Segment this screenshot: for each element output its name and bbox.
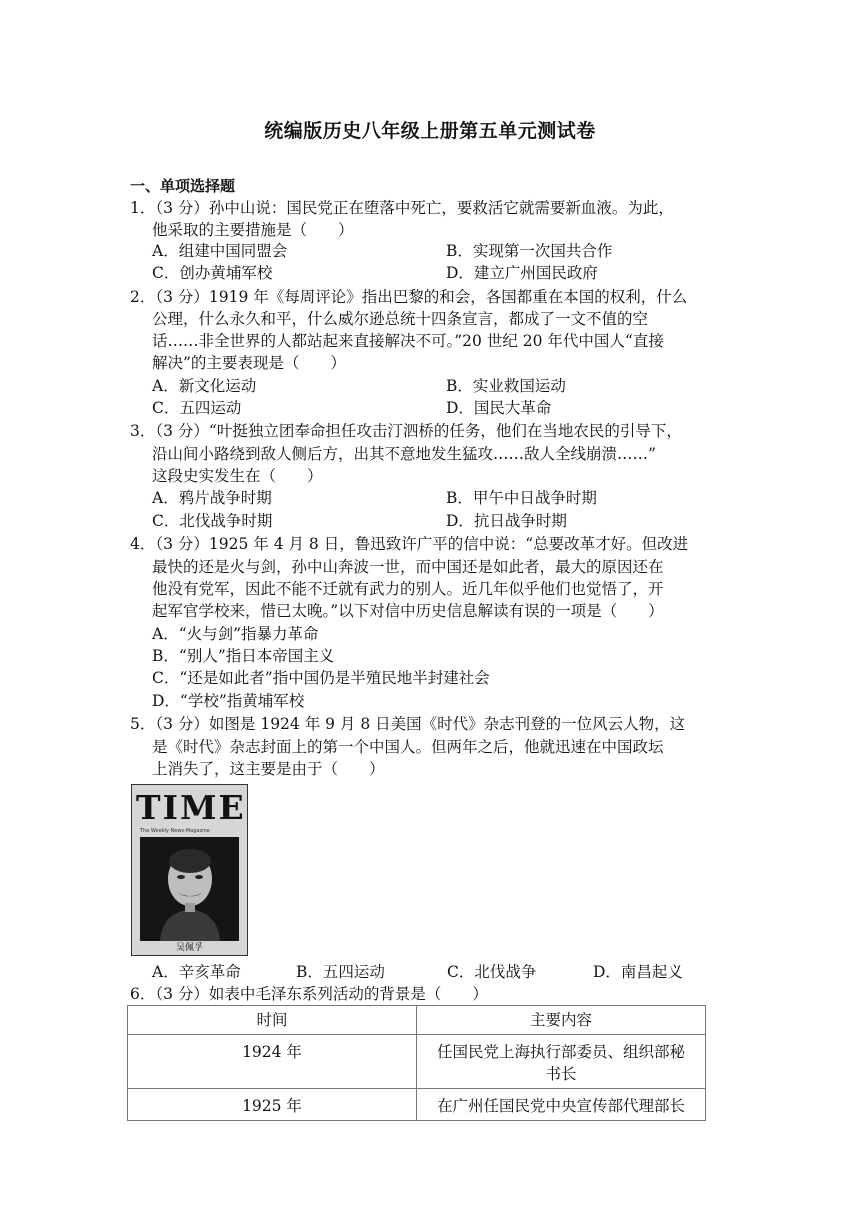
question-2-stem-cont-1: 公理，什么永久和平，什么威尔逊总统十四条宣言，都成了一文不值的空: [152, 310, 649, 328]
question-1-option-c[interactable]: C．创办黄埔军校: [152, 264, 273, 282]
question-1-stem-cont: 他采取的主要措施是（ ）: [152, 221, 354, 239]
question-1-option-d[interactable]: D．建立广州国民政府: [446, 264, 598, 282]
question-3-stem: 3．（3 分）“叶挺独立团奉命担任攻击汀泗桥的任务，他们在当地农民的引导下，: [130, 422, 682, 440]
table-header-content: 主要内容: [417, 1006, 706, 1035]
question-3-stem-cont-1: 沿山间小路绕到敌人侧后方，出其不意地发生猛攻……敌人全线崩溃……”: [152, 445, 656, 463]
question-2-option-c[interactable]: C．五四运动: [152, 399, 242, 417]
question-4-stem-cont-3: 起军官学校来，惜已太晚。”以下对信中历史信息解读有误的一项是（ ）: [152, 602, 664, 620]
question-6-stem: 6．（3 分）如表中毛泽东系列活动的背景是（ ）: [130, 985, 488, 1003]
question-2-stem: 2．（3 分）1919 年《每周评论》指出巴黎的和会，各国都重在本国的权利，什么: [130, 288, 688, 306]
table-cell-content-line: 任国民党上海执行部委员、组织部秘: [436, 1043, 685, 1061]
table-cell-time: 1924 年: [128, 1035, 417, 1089]
question-2-option-d[interactable]: D．国民大革命: [446, 399, 552, 417]
table-cell-content: [417, 1035, 706, 1089]
question-5-option-c[interactable]: C．北伐战争: [447, 963, 537, 981]
cover-caption: 吴佩孚: [175, 943, 203, 953]
question-6-table: [127, 1005, 706, 1121]
question-4-option-b[interactable]: B．“别人”指日本帝国主义: [152, 647, 335, 665]
table-header-time: 时间: [128, 1006, 417, 1035]
question-5-option-a[interactable]: A．辛亥革命: [152, 963, 241, 981]
question-4-option-d[interactable]: D．“学校”指黄埔军校: [152, 692, 305, 710]
table-cell-content-line: 书长: [545, 1065, 577, 1083]
question-3-option-d[interactable]: D．抗日战争时期: [446, 512, 567, 530]
page-title: 统编版历史八年级上册第五单元测试卷: [264, 120, 596, 142]
question-4-stem-cont-2: 他没有党军，因此不能不迁就有武力的别人。近几年似乎他们也觉悟了，开: [152, 580, 664, 598]
question-5-option-d[interactable]: D．南昌起义: [593, 963, 683, 981]
question-3-option-a[interactable]: A．鸦片战争时期: [152, 489, 272, 507]
question-2-option-a[interactable]: A．新文化运动: [152, 377, 257, 395]
table-row: [128, 1089, 706, 1121]
table-cell-content: 在广州任国民党中央宣传部代理部长: [417, 1089, 706, 1121]
question-4-option-a[interactable]: A．“火与剑”指暴力革命: [152, 625, 319, 643]
table-cell-time: 1925 年: [128, 1089, 417, 1121]
question-3-option-c[interactable]: C．北伐战争时期: [152, 512, 273, 530]
question-5-stem: 5．（3 分）如图是 1924 年 9 月 8 日美国《时代》杂志刊登的一位风云人物，这: [130, 715, 686, 733]
time-masthead: TIME: [136, 788, 246, 827]
portrait-photo: [140, 837, 239, 941]
question-4-option-c[interactable]: C．“还是如此者”指中国仍是半殖民地半封建社会: [152, 669, 490, 687]
question-3-option-b[interactable]: B．甲午中日战争时期: [446, 489, 597, 507]
question-1-option-b[interactable]: B．实现第一次国共合作: [446, 242, 613, 260]
time-subtitle: The Weekly News-Magazine: [140, 828, 210, 834]
question-5-option-b[interactable]: B．五四运动: [296, 963, 385, 981]
question-2-stem-cont-2: 话……非全世界的人都站起来直接解决不可。”20 世纪 20 年代中国人“直接: [152, 332, 664, 350]
table-row: [128, 1035, 706, 1089]
question-2-option-b[interactable]: B．实业救国运动: [446, 377, 566, 395]
question-4-stem-cont-1: 最快的还是火与剑，孙中山奔波一世，而中国还是如此者，最大的原因还在: [152, 558, 664, 576]
time-magazine-cover-image: [131, 784, 248, 956]
question-1-option-a[interactable]: A．组建中国同盟会: [152, 242, 288, 260]
question-5-stem-cont-2: 上消失了，这主要是由于（ ）: [152, 760, 385, 778]
portrait-illustration: [140, 837, 239, 941]
question-2-stem-cont-3: 解决”的主要表现是（ ）: [152, 354, 346, 372]
question-1-stem: 1．（3 分）孙中山说：国民党正在堕落中死亡，要救活它就需要新血液。为此，: [130, 199, 674, 217]
section-heading: 一、单项选择题: [130, 177, 236, 195]
question-5-stem-cont-1: 是《时代》杂志封面上的第一个中国人。但两年之后，他就迅速在中国政坛: [152, 738, 664, 756]
question-3-stem-cont-2: 这段史实发生在（ ）: [152, 467, 323, 485]
question-4-stem: 4．（3 分）1925 年 4 月 8 日，鲁迅致许广平的信中说：“总要改革才好。但改进: [130, 535, 689, 553]
table-header-row: [128, 1006, 706, 1035]
